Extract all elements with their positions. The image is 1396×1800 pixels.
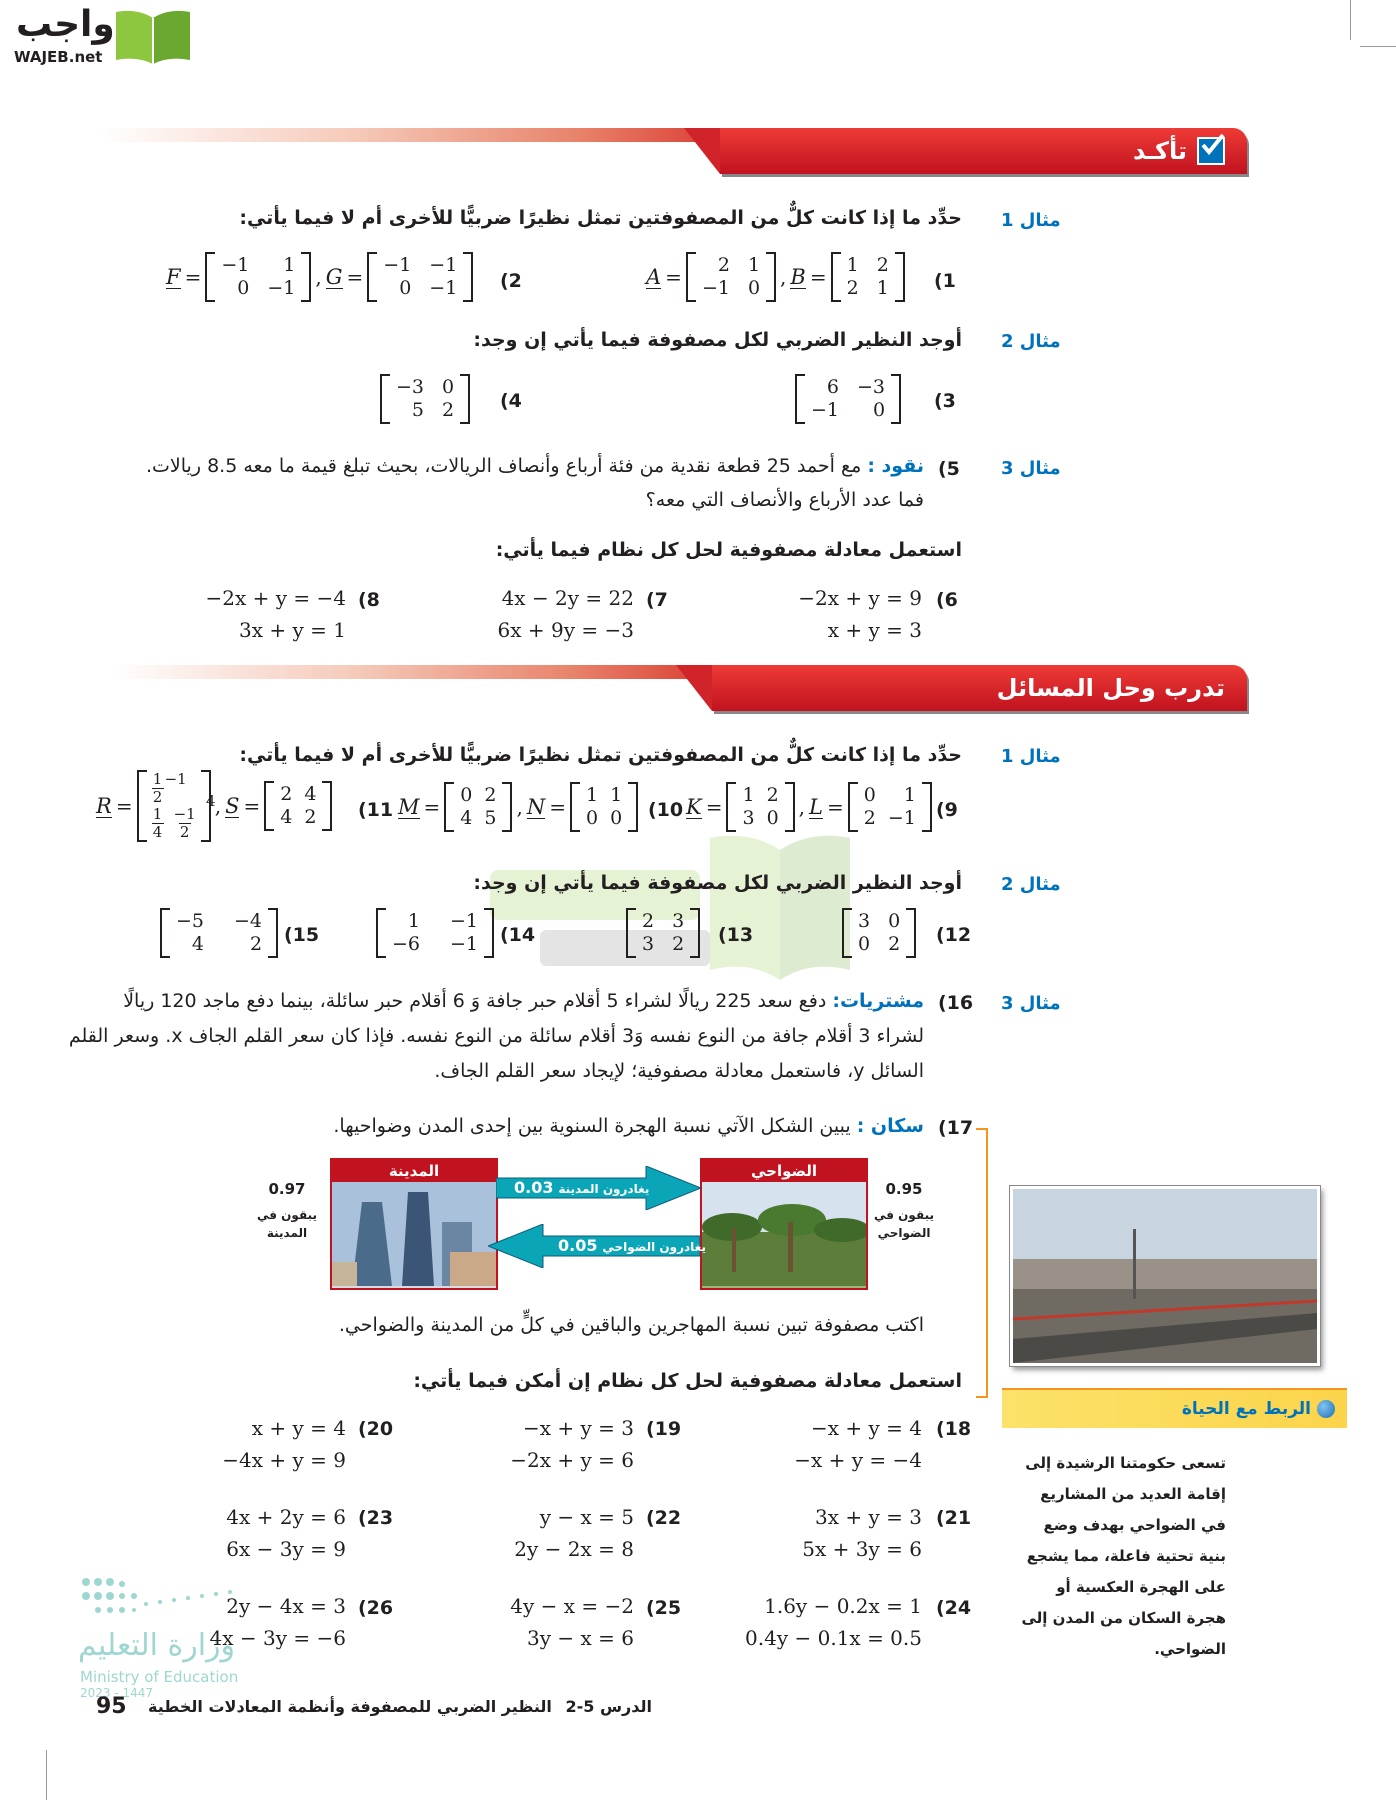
practice-example-label-3: مثال 3 [1001,993,1061,1014]
system-q21 [802,1501,922,1565]
q7-eq1: 4x − 2y = 22 [501,586,634,610]
sidebar-line-2: إقامة العديد من المشاريع [1040,1485,1226,1503]
q21-eq1: 3x + y = 3 [815,1505,922,1529]
q20-eq1: x + y = 4 [251,1416,346,1440]
q6-eq2: x + y = 3 [827,618,922,642]
q24-eq1: 1.6y − 0.2x = 1 [764,1594,922,1618]
sidebar-line-5: على الهجرة العكسية أو [1056,1578,1226,1596]
crop-mark [1350,0,1351,40]
question-number-16: (16 [938,992,974,1014]
system-q7 [498,582,634,646]
city-stay-value: 0.97 [268,1180,306,1198]
page-number: 95 [96,1694,127,1719]
matrix-name-b: B [790,264,806,289]
arrow1-text: يغادرون المدينة [558,1182,650,1196]
question-number-8: (8 [358,589,380,611]
q16-line-3: السائل y، فاستعمل معادلة مصفوفية؛ لإيجاد سعر القلم الجاف. [434,1060,924,1082]
q25-eq2: 3y − x = 6 [527,1626,634,1650]
crop-mark [1360,46,1396,47]
question-number-6: (6 [936,589,958,611]
instruction-systems-check: استعمل معادلة مصفوفية لحل كل نظام فيما يأتي: [495,539,962,561]
q17-text: يبين الشكل الآتي نسبة الهجرة السنوية بين إحدى المدن وضواحيها. [333,1115,851,1137]
r-frac-denominator: 4 [206,792,216,810]
matrix-q4: −3 0 5 2 [380,374,470,424]
system-q23 [226,1501,346,1565]
practice-instruction-systems: استعمل معادلة مصفوفية لحل كل نظام إن أمكن فيما يأتي: [413,1370,962,1392]
brand-name-ar: واجب [16,4,115,45]
city-label: المدينة [332,1160,496,1182]
suburbs-photo [1010,1186,1320,1366]
q21-eq2: 5x + 3y = 6 [802,1537,922,1561]
question-number-25: (25 [646,1597,682,1619]
brand-name-en: WAJEB.net [14,48,103,66]
example-label-2: مثال 2 [1001,331,1061,352]
question-number-12: (12 [936,924,972,946]
question-number-26: (26 [358,1597,394,1619]
q23-eq1: 4x + 2y = 6 [226,1505,346,1529]
ministry-logo [78,1574,268,1704]
city-image [332,1182,496,1290]
q6-eq1: −2x + y = 9 [798,586,922,610]
ministry-year: 2023 - 1447 [80,1686,154,1700]
q22-eq1: y − x = 5 [539,1505,634,1529]
sidebar-line-3: في الضواحي بهدف وضع [1043,1516,1226,1534]
q17-line-1 [333,1115,924,1137]
question-number-1: (1 [934,270,956,292]
matrix-name-m: M [398,794,420,819]
question-number-14: (14 [500,924,536,946]
matrix-q13: 2 3 3 2 [626,908,700,958]
question-number-23: (23 [358,1507,394,1529]
question-number-2: (2 [500,270,522,292]
question-number-10: (10 [648,799,684,821]
q18-eq2: −x + y = −4 [794,1448,922,1472]
arrow2-text: يغادرون الضواحي [602,1240,706,1254]
question-2-matrices: F = −1 1 0 −1 , G = −1 −1 0 −1 [166,252,473,302]
q16-line-2: لشراء 3 أقلام جافة من النوع نفسه وَ3 أقلام سائلة من النوع نفسه. فإذا كان سعر القلم الجاف x. وسعر القلم [68,1025,924,1047]
life-connection-header [1002,1388,1347,1428]
question-number-3: (3 [934,390,956,412]
matrix-name-r: R [96,793,112,818]
sidebar-line-6: هجرة السكان من المدن إلى [1021,1609,1226,1627]
banner-line-practice [110,665,730,679]
q5-line-1 [146,455,924,477]
suburbs-image [702,1182,866,1290]
question-number-24: (24 [936,1597,972,1619]
question-number-7: (7 [646,589,668,611]
system-q19 [510,1412,634,1476]
suburbs-stay-line1: يبقون في [874,1208,934,1222]
arrow2-value: 0.05 [558,1236,598,1255]
question-number-20: (20 [358,1418,394,1440]
matrix-m: 0 2 4 5 [444,782,512,832]
matrix-r: $\frac{1}{2}$ −1 $\frac{1}{4}$ $\frac{-1}{2}$ [137,770,211,842]
q19-eq2: −2x + y = 6 [510,1448,634,1472]
suburbs-box [700,1158,868,1290]
city-stay-line1: يبقون في [257,1208,317,1222]
ministry-dots-icon [80,1574,270,1634]
practice-example-label-1: مثال 1 [1001,746,1061,767]
matrix-name-s: S [225,793,240,818]
matrix-a: 2 1 −1 0 [686,252,776,302]
matrix-q15: −5 −4 4 2 [160,908,278,958]
matrix-g: −1 −1 0 −1 [367,252,473,302]
matrix-n: 1 1 0 0 [570,782,638,832]
instruction-find-inverse-check: أوجد النظير الضربي لكل مصفوفة فيما يأتي إن وجد: [473,329,962,351]
q17-topic: سكان : [856,1115,924,1137]
suburbs-stay [872,1180,936,1240]
q20-eq2: −4x + y = 9 [222,1448,346,1472]
question-number-19: (19 [646,1418,682,1440]
city-stay-line2: المدينة [266,1226,308,1240]
q7-eq2: 6x + 9y = −3 [497,618,634,642]
brand-logo [8,6,198,68]
globe-icon [1317,1400,1335,1418]
question-10-matrices: M = 0 2 4 5 , N = 1 1 0 0 [398,782,638,832]
q18-eq1: −x + y = 4 [810,1416,922,1440]
practice-example-label-2: مثال 2 [1001,874,1061,895]
matrix-s: 2 4 4 2 [264,781,332,831]
example-label-3: مثال 3 [1001,458,1061,479]
question-number-15: (15 [284,924,320,946]
section-title-practice: تدرب وحل المسائل [996,674,1225,702]
q16-text-1: دفع سعد 225 ريالًا لشراء 5 أقلام حبر جافة وَ 6 أقلام حبر سائلة، بينما دفع ماجد 120 ريالًا [123,990,827,1012]
q23-eq2: 6x − 3y = 9 [226,1537,346,1561]
suburbs-stay-line2: الضواحي [877,1226,931,1240]
system-q22 [514,1501,634,1565]
matrix-k: 1 2 3 0 [726,782,794,832]
ministry-name-ar: وزارة التعليم [78,1628,236,1663]
suburbs-label: الضواحي [702,1160,866,1182]
sidebar-line-1: تسعى حكومتنا الرشيدة إلى [1025,1454,1226,1472]
matrix-name-a: A [646,264,662,289]
question-number-22: (22 [646,1507,682,1529]
question-number-21: (21 [936,1507,972,1529]
system-q20 [222,1412,346,1476]
q8-eq2: 3x + y = 1 [239,618,346,642]
question-1-matrices: A = 2 1 −1 0 , B = 1 2 2 1 [646,252,905,302]
question-number-5: (5 [938,458,960,480]
q8-eq1: −2x + y = −4 [205,586,346,610]
matrix-q14: 1 −1 −6 −1 [376,908,494,958]
footer-lesson: الدرس 5-2 [565,1697,652,1716]
arrow1-value: 0.03 [514,1178,554,1197]
system-q8 [206,582,347,646]
q5-line-2: فما عدد الأرباع والأنصاف التي معه؟ [645,489,924,511]
question-number-18: (18 [936,1418,972,1440]
instruction-inverse-check: حدِّد ما إذا كانت كلٌّ من المصفوفتين تمثل نظيرًا ضربيًّا للأخرى أم لا فيما يأتي: [239,207,962,229]
life-connection-text [1021,1448,1226,1665]
arrow2-label [558,1236,706,1255]
life-connection-title: الربط مع الحياة [1181,1399,1311,1419]
q19-eq1: −x + y = 3 [522,1416,634,1440]
matrix-q3: 6 −3 −1 0 [795,374,901,424]
question-9-matrices: K = 1 2 3 0 , L = 0 1 2 −1 [686,782,932,832]
q5-topic: نقود : [867,455,924,477]
sidebar-connector [976,1128,988,1398]
q17-task: اكتب مصفوفة تبين نسبة المهاجرين والباقين في كلٍّ من المدينة والضواحي. [338,1314,924,1336]
system-q18 [794,1412,922,1476]
system-q25 [510,1590,634,1654]
section-header-practice [712,665,1247,711]
matrix-name-l: L [809,794,823,819]
q22-eq2: 2y − 2x = 8 [514,1537,634,1561]
q16-line-1 [123,990,924,1012]
banner-line-check [100,128,740,142]
practice-instruction-inverse: حدِّد ما إذا كانت كلٌّ من المصفوفتين تمثل نظيرًا ضربيًّا للأخرى أم لا فيما يأتي: [239,744,962,766]
q16-topic: مشتريات: [832,990,924,1012]
arrow1-label [514,1178,649,1197]
checkbox-icon [1197,137,1225,165]
question-number-4: (4 [500,390,522,412]
matrix-b: 1 2 2 1 [831,252,905,302]
q5-text-1: مع أحمد 25 قطعة نقدية من فئة أرباع وأنصاف الريالات، بحيث تبلغ قيمة ما معه 8.5 ريالات. [146,455,862,477]
matrix-f: −1 1 0 −1 [205,252,311,302]
practice-instruction-find-inverse: أوجد النظير الضربي لكل مصفوفة فيما يأتي إن وجد: [473,872,962,894]
system-q24 [745,1590,922,1654]
city-stay [256,1180,318,1240]
arrow-city-to-suburbs [496,1166,701,1210]
matrix-q12: 3 0 0 2 [842,908,916,958]
example-label-1: مثال 1 [1001,210,1061,231]
q25-eq1: 4y − x = −2 [510,1594,634,1618]
city-box [330,1158,498,1290]
question-11-matrices: R = $\frac{1}{2}$ −1 $\frac{1}{4}$ $\frac{-1}{2}$ 4 , S = 2 4 4 2 [96,770,332,842]
matrix-name-g: G [325,264,343,289]
ministry-name-en: Ministry of Education [80,1668,239,1686]
matrix-l: 0 1 2 −1 [848,782,932,832]
sidebar-line-4: بنية تحتية فاعلة، مما يشجع [1026,1547,1226,1565]
footer-lesson-info [148,1697,652,1716]
suburbs-stay-value: 0.95 [885,1180,923,1198]
section-title-check: تأكـد [1132,137,1187,165]
q24-eq2: 0.4y − 0.1x = 0.5 [745,1626,922,1650]
question-number-17: (17 [938,1117,974,1139]
q26-eq2: 4x − 3y = −6 [209,1626,346,1650]
matrix-name-n: N [526,794,546,819]
matrix-name-k: K [686,794,702,819]
crop-mark [46,1750,47,1800]
section-header-check [720,128,1247,174]
question-number-13: (13 [718,924,754,946]
system-q6 [798,582,922,646]
question-number-9: (9 [936,799,958,821]
book-icon [112,8,194,66]
question-number-11: (11 [358,799,394,821]
arrow-suburbs-to-city [488,1224,706,1268]
migration-diagram [256,1158,936,1288]
matrix-name-f: F [166,264,181,289]
sidebar-line-7: الضواحي. [1154,1640,1226,1658]
q26-eq1: 2y − 4x = 3 [226,1594,346,1618]
footer-title: النظير الضربي للمصفوفة وأنظمة المعادلات الخطية [148,1697,552,1716]
